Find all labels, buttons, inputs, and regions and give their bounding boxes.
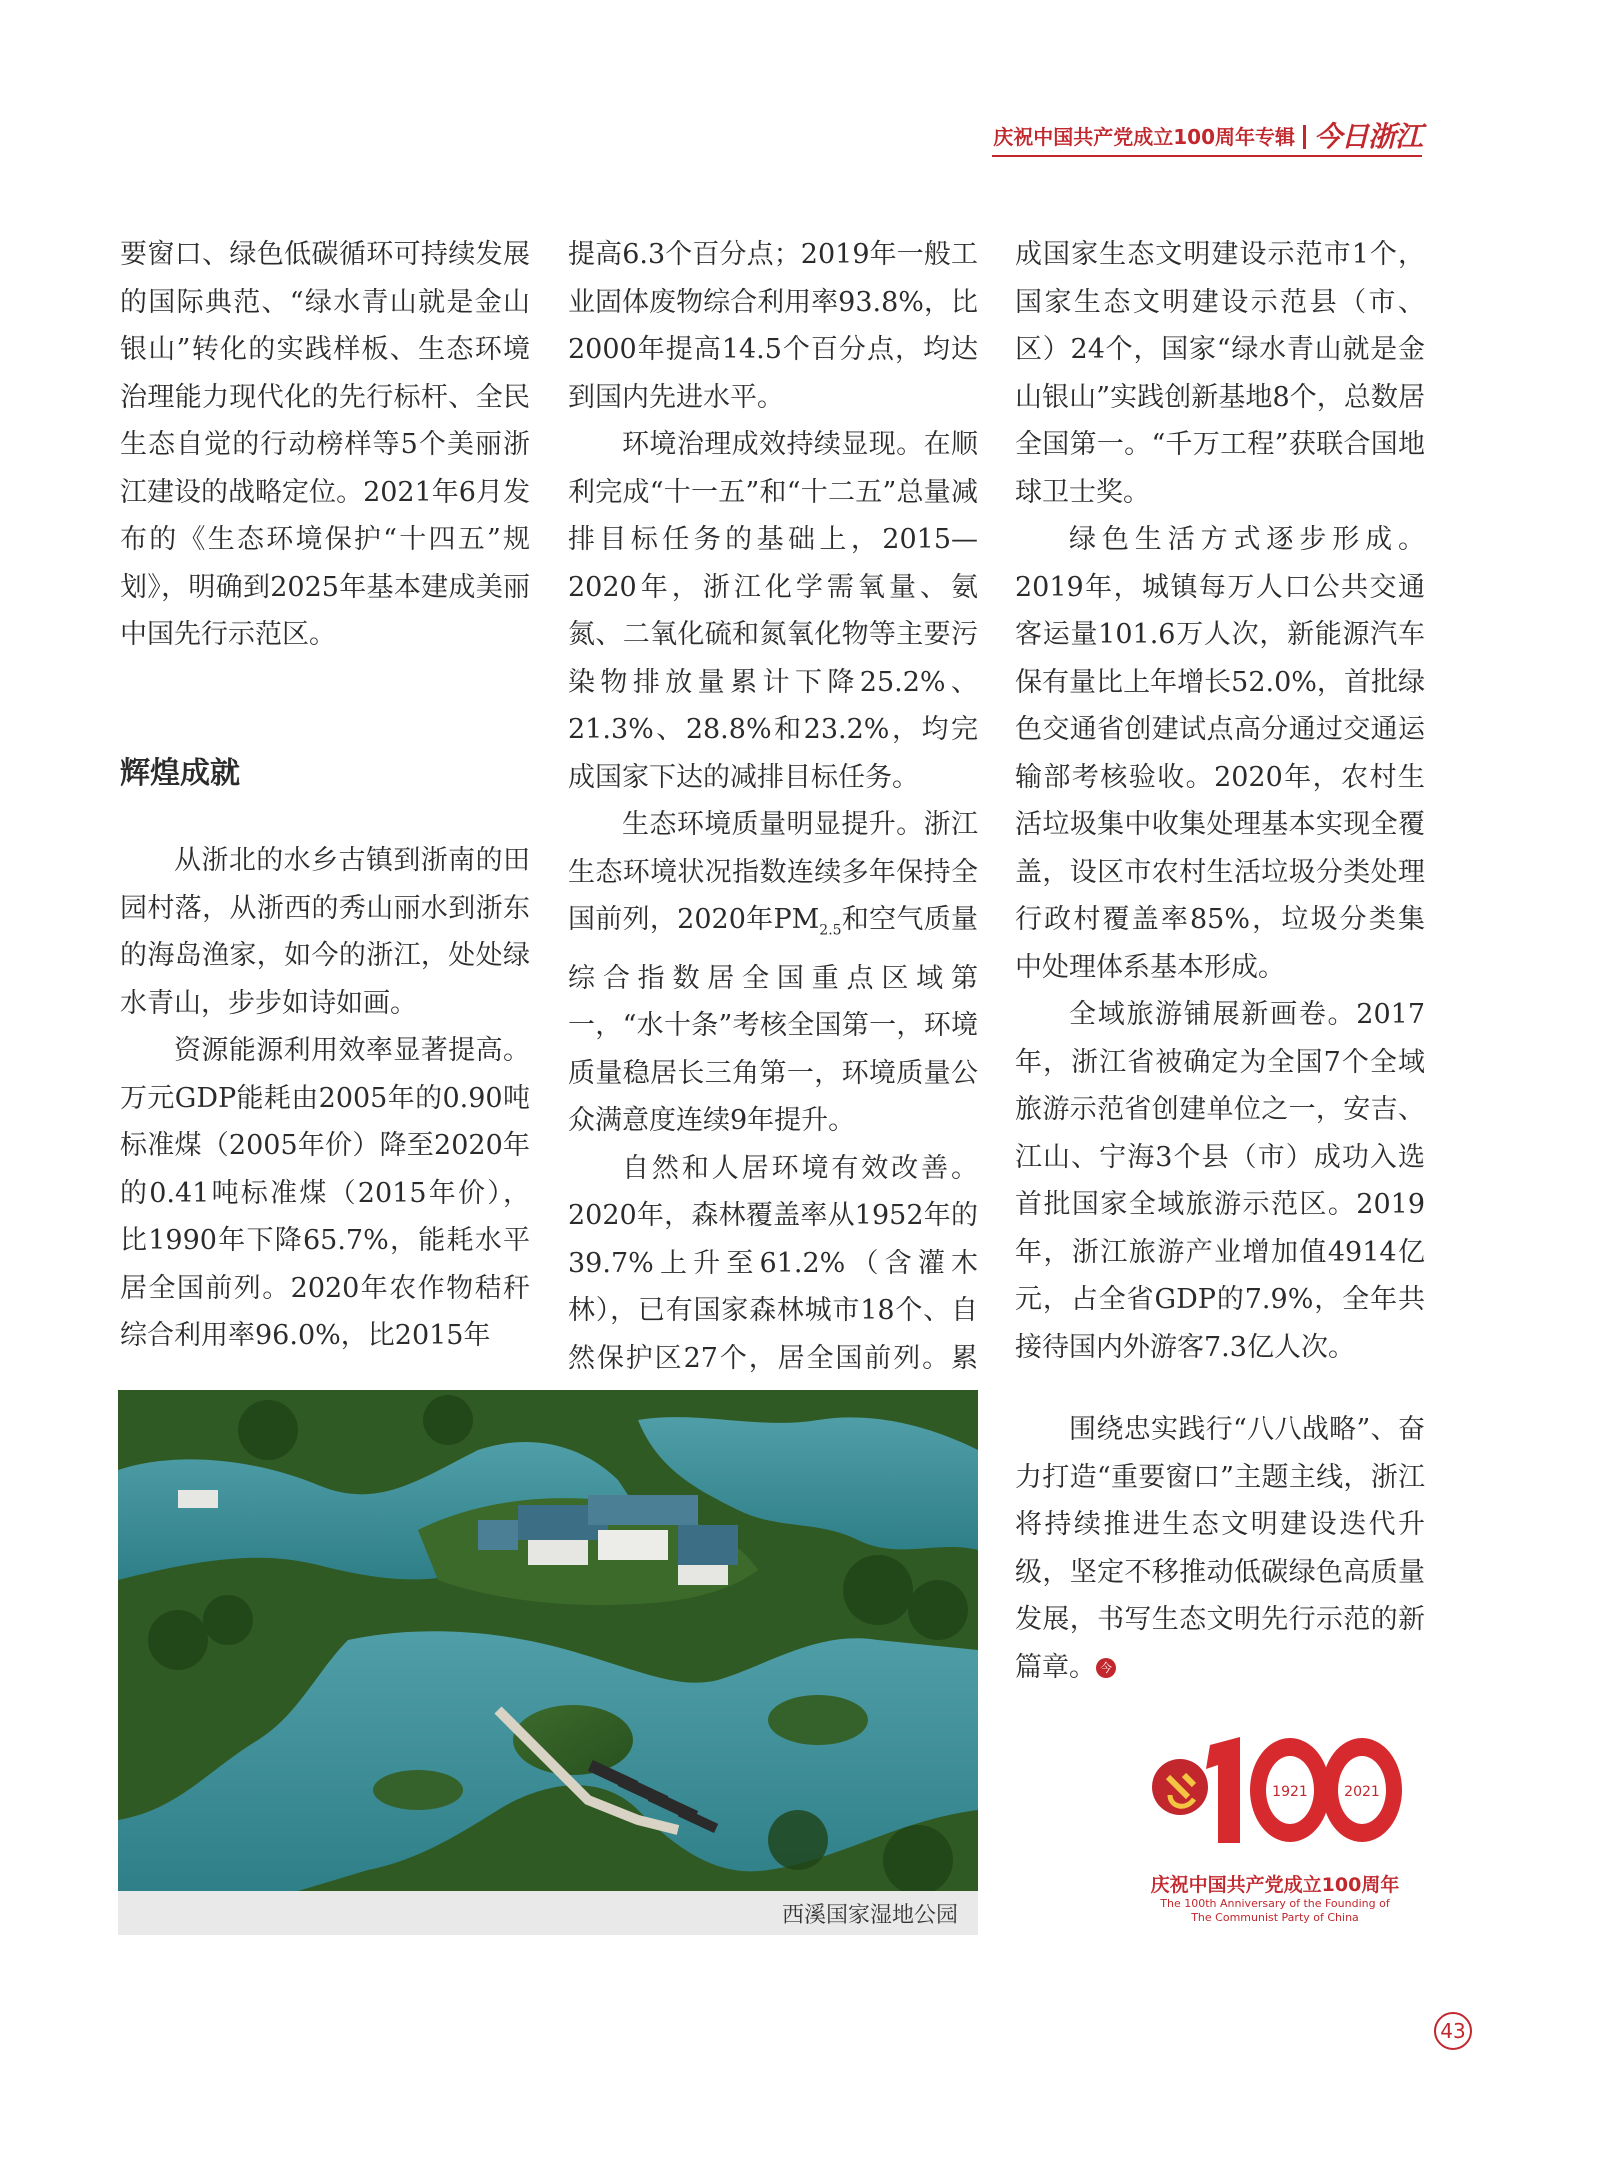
pm-subscript: 2.5 [819,922,842,939]
anniversary-emblem [1140,1725,1410,1925]
paragraph: 自然和人居环境有效改善。2020年，森林覆盖率从1952年的39.7%上升至61.2%（含灌木林），已有国家森林城市18个、自然保护区27个，居全国前列。累 [568,1152,978,1374]
header-tag: 庆祝中国共产党成立100周年专辑 [993,125,1306,149]
end-mark-icon: 今 [1096,1658,1116,1678]
anniversary-title: 庆祝中国共产党成立100周年 [1150,1874,1400,1896]
paragraph: 环境治理成效持续显现。在顺利完成“十一五”和“十二五”总量减排目标任务的基础上，2015—2020年，浙江化学需氧量、氨氮、二氧化硫和氮氧化物等主要污染物排放量累计下降25.2%、21.3%、28.8%和23.2%，均完成国家下达的减排目标任务。 [568,429,978,793]
paragraph-text: 和空气质量综合指数居全国重点区域第一，“水十条”考核全国第一，环境质量稳居长三角第一，环境质量公众满意度连续9年提升。 [568,904,979,1137]
wetland-photo [118,1390,978,1891]
header-rule [992,155,1422,157]
paragraph: 资源能源利用效率显著提高。万元GDP能耗由2005年的0.90吨标准煤（2005年价）降至2020年的0.41吨标准煤（2015年价），比1990年下降65.7%，能耗水平居全国前列。2020年农作物秸秆综合利用率96.0%，比2015年 [120,1035,530,1351]
anniversary-english-line-2: The Communist Party of China [1191,1911,1359,1924]
year-end: 2021 [1344,1784,1380,1800]
section-heading: 辉煌成就 [120,756,240,791]
centenary-logo-icon [1140,1725,1410,1870]
running-header [992,122,1422,152]
wetland-photo-illustration [118,1390,978,1891]
paragraph: 成国家生态文明建设示范市1个，国家生态文明建设示范县（市、区）24个，国家“绿水青山就是金山银山”实践创新基地8个，总数居全国第一。“千万工程”获联合国地球卫士奖。 [1015,239,1425,508]
paragraph: 从浙北的水乡古镇到浙南的田园村落，从浙西的秀山丽水到浙东的海岛渔家，如今的浙江，处处绿水青山，步步如诗如画。 [120,845,530,1019]
paragraph: 要窗口、绿色低碳循环可持续发展的国际典范、“绿水青山就是金山银山”转化的实践样板、生态环境治理能力现代化的先行标杆、全民生态自觉的行动榜样等5个美丽浙江建设的战略定位。2021年6月发布的《生态环境保护“十四五”规划》，明确到2025年基本建成美丽中国先行示范区。 [120,239,530,650]
anniversary-english-line-1: The 100th Anniversary of the Founding of [1160,1897,1390,1910]
paragraph-text: 围绕忠实践行“八八战略”、奋力打造“重要窗口”主题主线，浙江将持续推进生态文明建设迭代升级，坚定不移推动低碳绿色高质量发展，书写生态文明先行示范的新篇章。 [1015,1414,1425,1683]
magazine-logo: 今日浙江 [1313,120,1422,153]
paragraph [568,801,978,1145]
column-3-bottom [1015,1406,1425,1691]
column-3-top [1015,231,1425,1371]
column-1-bottom [120,837,530,1360]
page-number: 43 [1434,2012,1472,2050]
paragraph: 绿色生活方式逐步形成。2019年，城镇每万人口公共交通客运量101.6万人次，新能源汽车保有量比上年增长52.0%，首批绿色交通省创建试点高分通过交通运输部考核验收。2020年，农村生活垃圾集中收集处理基本实现全覆盖，设区市农村生活垃圾分类处理行政村覆盖率85%，垃圾分类集中处理体系基本形成。 [1015,524,1425,983]
photo-caption: 西溪国家湿地公园 [781,1902,958,1928]
photo-caption-bar [118,1891,978,1935]
column-2 [568,231,978,1430]
year-start: 1921 [1272,1784,1308,1800]
paragraph: 提高6.3个百分点；2019年一般工业固体废物综合利用率93.8%，比2000年提高14.5个百分点，均达到国内先进水平。 [568,239,978,413]
paragraph-text: 生态环境质量明显提升。浙江生态环境状况指数连续多年保持全国前列，2020年PM [568,809,978,935]
paragraph [1015,1406,1425,1691]
paragraph: 全域旅游铺展新画卷。2017年，浙江省被确定为全国7个全域旅游示范省创建单位之一，安吉、江山、宁海3个县（市）成功入选首批国家全域旅游示范区。2019年，浙江旅游产业增加值4914亿元，占全省GDP的7.9%，全年共接待国内外游客7.3亿人次。 [1015,999,1425,1363]
column-1-top [120,231,530,659]
